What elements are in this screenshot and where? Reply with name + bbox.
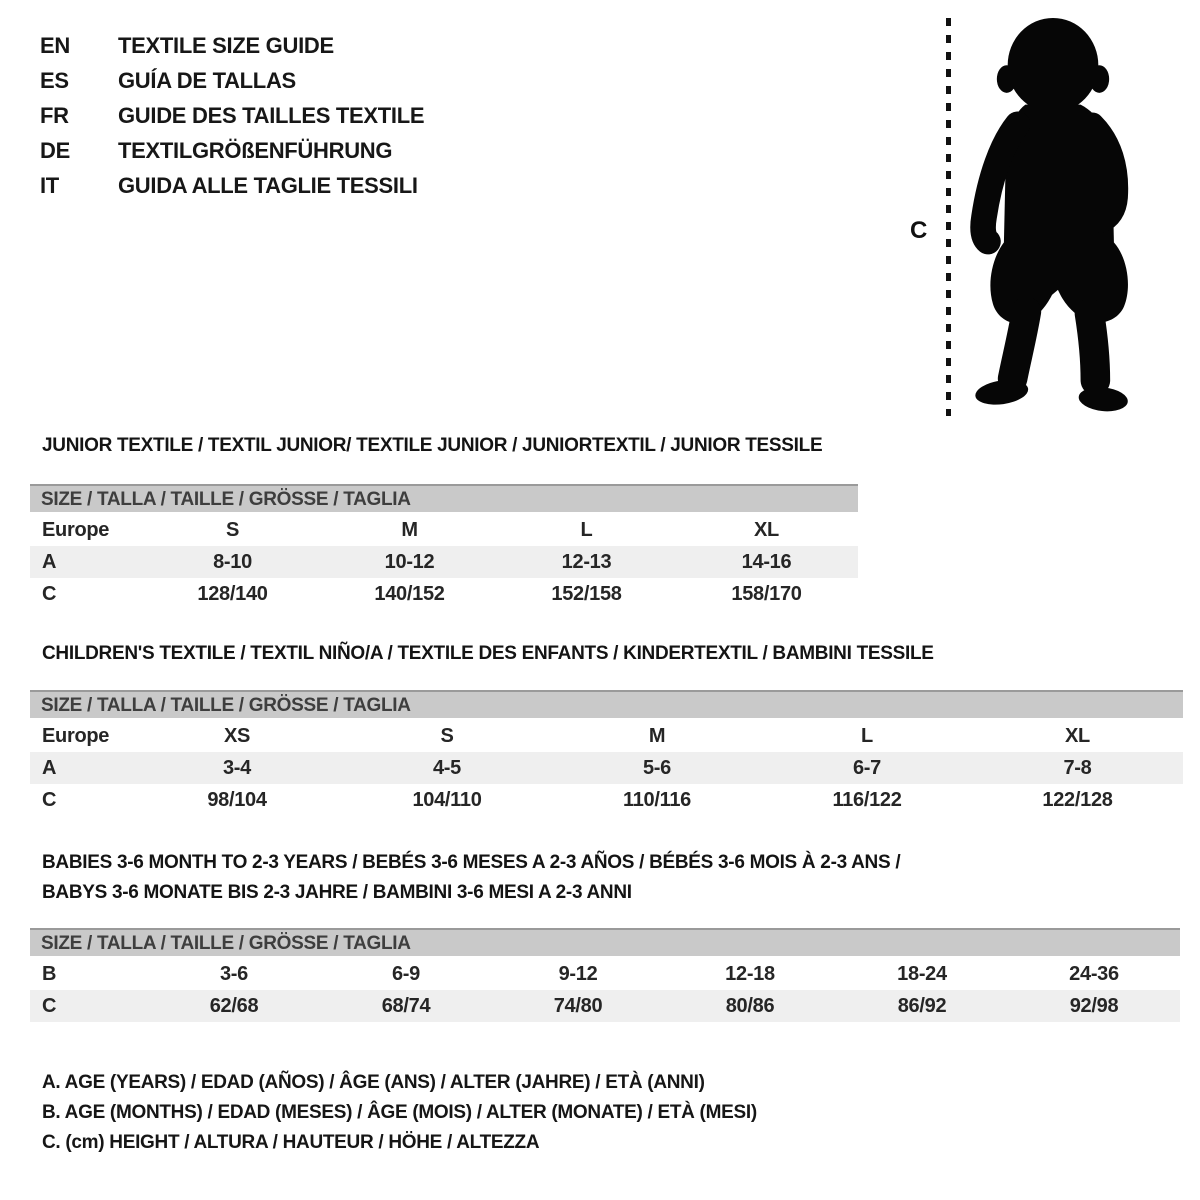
size-cell: 86/92 [836, 990, 1008, 1022]
guide-title: GUIDE DES TAILLES TEXTILE [118, 103, 425, 128]
size-cell: XL [1065, 724, 1090, 747]
guide-title: GUIDA ALLE TAGLIE TESSILI [118, 173, 418, 198]
junior-size-table [30, 514, 858, 610]
size-cell: 3-4 [132, 752, 342, 784]
table-row [30, 720, 1183, 752]
language-code: FR [40, 103, 69, 128]
language-code: ES [40, 68, 69, 93]
section-childrens-textile [30, 644, 1183, 816]
language-code: DE [40, 138, 70, 163]
size-cell: 12-13 [498, 546, 675, 578]
legend [42, 1068, 757, 1158]
size-cell: 122/128 [1042, 788, 1113, 811]
section-babies-textile [30, 848, 1180, 1022]
height-measure-dotted-line [946, 18, 951, 416]
guide-title: TEXTILGRÖßENFÜHRUNG [118, 138, 393, 163]
size-cell: M [401, 518, 418, 541]
size-cell: 140/152 [374, 582, 445, 605]
size-cell: 10-12 [321, 546, 498, 578]
size-cell: 24-36 [1069, 962, 1119, 985]
size-cell: 110/116 [623, 788, 691, 811]
row-label: B [42, 962, 57, 985]
language-code: IT [40, 173, 59, 198]
section-title [42, 848, 1180, 908]
size-cell: M [648, 724, 666, 747]
section-title-line: JUNIOR TEXTILE / TEXTIL JUNIOR/ TEXTILE JUNIOR / JUNIORTEXTIL / JUNIOR TESSILE [42, 435, 823, 456]
row-label: A [30, 546, 144, 578]
size-cell: 6-7 [762, 752, 972, 784]
size-cell: 158/170 [731, 582, 802, 605]
size-cell: 92/98 [1008, 990, 1180, 1022]
size-cell: 80/86 [664, 990, 836, 1022]
size-cell: 5-6 [552, 752, 762, 784]
height-figure [900, 0, 1200, 430]
section-title [42, 436, 858, 456]
size-cell: 4-5 [342, 752, 552, 784]
section-title-line: BABIES 3-6 MONTH TO 2-3 YEARS / BEBÉS 3-6 MESES A 2-3 AÑOS / BÉBÉS 3-6 MOIS À 2-3 ANS / [42, 852, 901, 873]
size-cell: S [440, 724, 454, 747]
size-cell: 9-12 [558, 962, 598, 985]
section-junior-textile [30, 436, 858, 610]
height-measure-label: C [910, 217, 928, 244]
size-cell: 6-9 [391, 962, 420, 985]
babies-size-table [30, 958, 1180, 1022]
language-row-es [40, 63, 424, 98]
size-cell: L [861, 724, 873, 747]
language-title-list [40, 28, 424, 203]
guide-title: GUÍA DE TALLAS [118, 68, 296, 93]
size-cell: 3-6 [219, 962, 248, 985]
size-cell: 62/68 [148, 990, 320, 1022]
row-label: C [42, 582, 57, 605]
size-cell: 8-10 [144, 546, 321, 578]
size-cell: XS [223, 724, 251, 747]
row-label: A [30, 752, 132, 784]
size-cell: 7-8 [972, 752, 1183, 784]
size-cell: L [580, 518, 593, 541]
table-row [30, 752, 1183, 784]
row-label: Europe [42, 724, 110, 747]
row-label: C [30, 990, 148, 1022]
language-row-it [40, 168, 424, 203]
legend-line-a: A. AGE (YEARS) / EDAD (AÑOS) / ÂGE (ANS) / ALTER (JAHRE) / ETÀ (ANNI) [42, 1072, 705, 1093]
size-header-bar: SIZE / TALLA / TAILLE / GRÖSSE / TAGLIA [30, 690, 1183, 718]
language-row-en [40, 28, 424, 63]
legend-line-c: C. (cm) HEIGHT / ALTURA / HAUTEUR / HÖHE / ALTEZZA [42, 1132, 540, 1153]
table-row [30, 990, 1180, 1022]
size-cell: 68/74 [320, 990, 492, 1022]
size-cell: 12-18 [725, 962, 775, 985]
table-row [30, 514, 858, 546]
language-row-fr [40, 98, 424, 133]
row-label: C [42, 788, 57, 811]
section-title [42, 644, 1183, 664]
size-cell: 98/104 [207, 788, 267, 811]
section-title-line: CHILDREN'S TEXTILE / TEXTIL NIÑO/A / TEXTILE DES ENFANTS / KINDERTEXTIL / BAMBINI TESSILE [42, 643, 934, 664]
section-title-line: BABYS 3-6 MONATE BIS 2-3 JAHRE / BAMBINI 3-6 MESI A 2-3 ANNI [42, 882, 632, 903]
size-cell: 128/140 [197, 582, 268, 605]
size-cell: 74/80 [492, 990, 664, 1022]
size-cell: 116/122 [832, 788, 902, 811]
row-label: Europe [42, 518, 110, 541]
table-row [30, 784, 1183, 816]
size-cell: 18-24 [897, 962, 947, 985]
table-row [30, 578, 858, 610]
size-cell: 104/110 [412, 788, 482, 811]
baby-silhouette-icon [962, 14, 1144, 418]
language-row-de [40, 133, 424, 168]
size-cell: 152/158 [551, 582, 622, 605]
size-cell: S [225, 518, 240, 541]
language-code: EN [40, 33, 70, 58]
table-row [30, 958, 1180, 990]
legend-line-b: B. AGE (MONTHS) / EDAD (MESES) / ÂGE (MOIS) / ALTER (MONATE) / ETÀ (MESI) [42, 1102, 757, 1123]
table-row [30, 546, 858, 578]
size-cell: XL [754, 518, 779, 541]
size-header-bar: SIZE / TALLA / TAILLE / GRÖSSE / TAGLIA [30, 928, 1180, 956]
guide-title: TEXTILE SIZE GUIDE [118, 33, 334, 58]
children-size-table [30, 720, 1183, 816]
size-header-bar: SIZE / TALLA / TAILLE / GRÖSSE / TAGLIA [30, 484, 858, 512]
size-cell: 14-16 [675, 546, 858, 578]
